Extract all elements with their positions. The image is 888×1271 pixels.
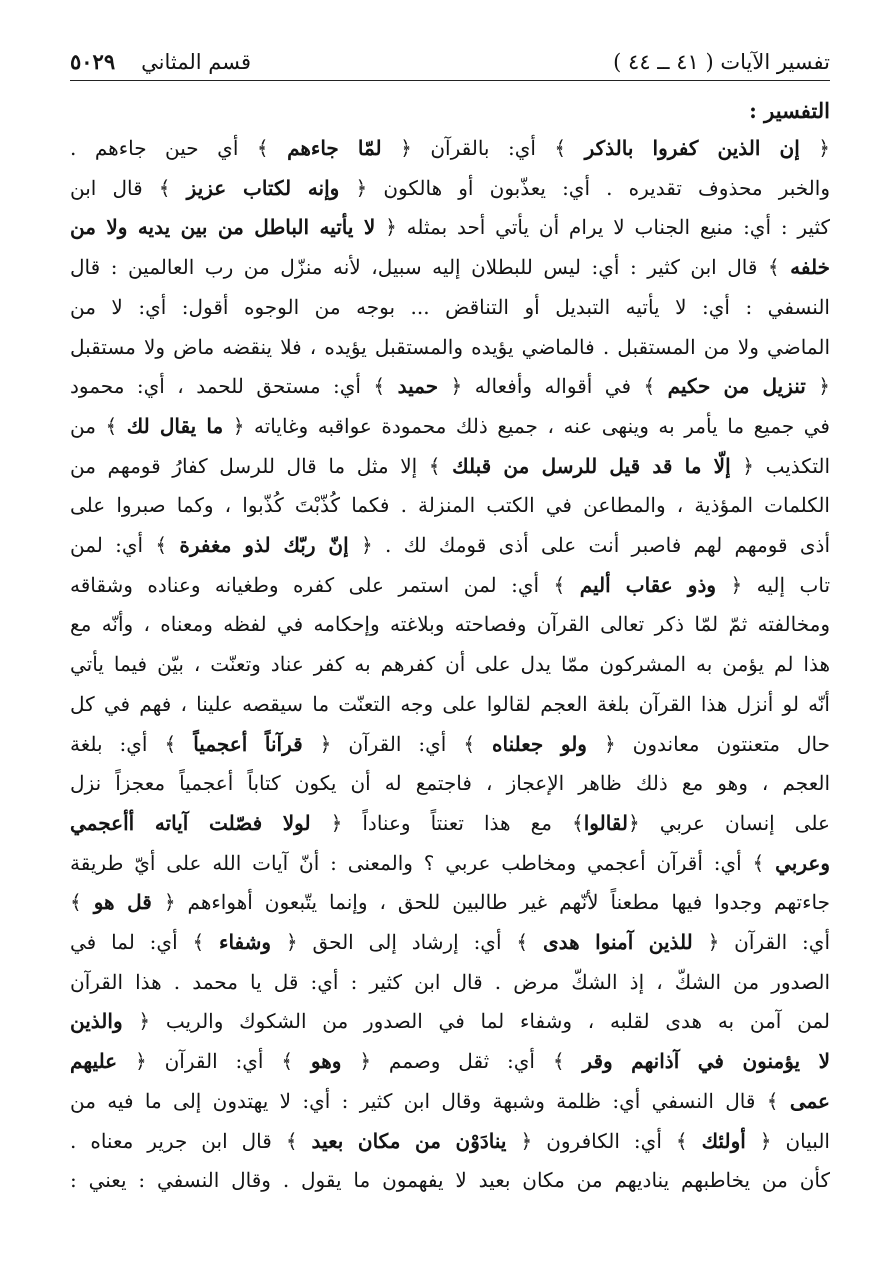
commentary-text: كأن من يخاطبهم يناديهم من مكان بعيد لا يفهمون ما يقول . وقال النسفي : يعني : [70, 1168, 830, 1193]
text-line [70, 645, 830, 685]
page-number: ٥٠٢٩ [70, 49, 116, 74]
part-label: قسم المثاني [141, 50, 252, 74]
commentary-text: ﴾ مع هذا تعنتاً وعناداً ﴿ [310, 810, 584, 835]
text-line [70, 486, 830, 526]
text-line [70, 883, 830, 923]
text-line [70, 447, 830, 487]
quran-verse-text: لا يأتيه الباطل من بين يديه ولا من [70, 215, 376, 240]
text-line [70, 367, 830, 407]
commentary-text: ﴾ إلا مثل ما قال للرسل كفارُ قومهم من [70, 453, 453, 478]
quran-verse-text: والذين [70, 1009, 123, 1034]
commentary-text: أي: القرآن ﴿ [692, 930, 830, 955]
quran-verse-text: لقالوا [583, 810, 629, 835]
commentary-text: ﴾ قال ابن جرير معناه . [70, 1128, 312, 1153]
commentary-text: ﴾ أي: ثقل وصمم ﴿ [341, 1049, 583, 1074]
commentary-text: الصدور من الشكّ ، إذ الشكّ مرض . قال ابن كثير : أي: قل يا محمد . هذا القرآن [70, 969, 830, 994]
quran-verse-text: لولا فصّلت آياته أأعجمي [70, 810, 311, 835]
text-line [70, 1042, 830, 1082]
quran-verse-text: ولو جعلناه [492, 731, 587, 756]
commentary-text: ﴾ أي: إرشاد إلى الحق ﴿ [271, 930, 543, 955]
commentary-text: هذا لم يؤمن به المشركون ممّا يدل على أن كفرهم به كفر عناد وتعنّت ، بيّن فيما يأتي [70, 652, 830, 677]
text-line [70, 923, 830, 963]
text-line [70, 1122, 830, 1162]
quran-verse-text: لا يؤمنون في آذانهم وقر [582, 1049, 830, 1074]
tafsir-body-text [70, 129, 830, 1201]
text-line [70, 605, 830, 645]
text-line [70, 764, 830, 804]
commentary-text: ﴾ أي: بالقرآن ﴿ [381, 136, 585, 160]
text-line [70, 208, 830, 248]
commentary-text: أنّه لو أنزل هذا القرآن بلغة العجم لقالوا على وجه التعنّت ما سيقصه علينا ، فهم في كل [70, 691, 830, 716]
quran-verse-text: وإنه لكتاب عزيز [186, 175, 340, 200]
commentary-text: النسفي : أي: لا يأتيه التبديل أو التناقض ... بوجه من الوجوه أقول: أي: لا من [70, 294, 830, 319]
quran-verse-text: لمّا جاءهم [287, 136, 382, 160]
text-line [70, 844, 830, 884]
quran-verse-text: قرآناً أعجمياً [193, 731, 303, 756]
page-header [70, 44, 830, 81]
text-line [70, 328, 830, 368]
quran-verse-text: قل هو [93, 890, 152, 915]
text-line [70, 407, 830, 447]
quran-verse-text: ينادَوْن من مكان بعيد [311, 1128, 507, 1153]
quran-verse-text: عليهم [70, 1049, 118, 1074]
quran-verse-text: إن الذين كفروا بالذكر [584, 136, 800, 160]
quran-verse-text: وشفاء [219, 930, 272, 955]
commentary-text: ﴿ [799, 136, 830, 160]
commentary-text: ﴾ أي: بلغة [70, 731, 194, 756]
quran-verse-text: وهو [310, 1049, 342, 1074]
commentary-text: ﴾ في أقواله وأفعاله ﴿ [438, 374, 668, 399]
commentary-text: العجم ، وهو مع ذلك ظاهر الإعجاز ، فاجتمع له أن يكون كتاباً أعجمياً معجزاً نزل [70, 771, 830, 796]
commentary-text: ومخالفته ثمّ لمّا ذكر تعالى القرآن وفصاحته وبلاغته وإحكامه في لفظه ومعناه ، وأنّه مع [70, 612, 830, 637]
commentary-text: أذى قومهم لهم فاصبر أنت على أذى قومك لك . ﴿ [348, 533, 830, 558]
commentary-text: ﴿ [805, 374, 830, 399]
quran-verse-text: عمى [789, 1088, 830, 1113]
commentary-text: التكذيب ﴿ [730, 453, 830, 478]
commentary-text: ﴾ [70, 890, 94, 915]
commentary-text: الماضي ولا من المستقبل . فالماضي يؤيده والمستقبل يؤيده ، فلا ينقضه ماض ولا مستقبل [70, 334, 830, 359]
text-line [70, 963, 830, 1003]
text-line [70, 566, 830, 606]
commentary-text: البيان ﴿ [745, 1128, 830, 1153]
commentary-text: جاءتهم وجدوا فيها مطعناً لأنّهم غير طالبين للحق ، وإنما يتّبعون أهواءهم ﴿ [151, 890, 830, 915]
commentary-text: تاب إليه ﴿ [716, 572, 830, 597]
commentary-text: ﴾ أي حين جاءهم . [70, 136, 288, 160]
commentary-text: كثير : أي: منيع الجناب لا يرام أن يأتي أحد بمثله ﴿ [375, 215, 830, 240]
quran-verse-text: أولئك [701, 1128, 746, 1153]
quran-verse-text: للذين آمنوا هدى [542, 930, 693, 955]
text-line [70, 725, 830, 765]
header-left-group [70, 44, 251, 80]
commentary-text: ﴾ أي: لمن [70, 533, 180, 558]
quran-verse-text: حميد [397, 374, 439, 399]
commentary-text: ﴾ أي: الكافرون ﴿ [506, 1128, 702, 1153]
commentary-text: والخبر محذوف تقديره . أي: يعذّبون أو هالكون ﴿ [339, 175, 830, 200]
text-line [70, 169, 830, 209]
quran-verse-text: إلّا ما قد قيل للرسل من قبلك [452, 453, 731, 478]
quran-verse-text: ما يقال لك [126, 413, 224, 438]
text-line [70, 804, 830, 844]
commentary-text: ﴾ أي: لمن استمر على كفره وطغيانه وعناده وشقاقه [70, 572, 580, 597]
commentary-text: لمن آمن به هدى لقلبه ، وشفاء لما في الصدور من الشكوك والريب ﴿ [122, 1009, 830, 1034]
quran-verse-text: وعربي [775, 850, 830, 875]
quran-verse-text: تنزيل من حكيم [667, 374, 806, 399]
commentary-text: الكلمات المؤذية ، والمطاعن في الكتب المنزلة . فكما كُذّبْتَ كُذّبوا ، وكما صبروا على [70, 493, 830, 518]
text-line [70, 1002, 830, 1042]
text-line [70, 1161, 830, 1201]
quran-verse-text: خلفه [790, 255, 830, 280]
quran-verse-text: وذو عقاب أليم [579, 572, 717, 597]
commentary-text: في جميع ما يأمر به وينهى عنه ، جميع ذلك محمودة عواقبه وغاياته ﴿ [223, 413, 830, 438]
quran-verse-text: إنّ ربّك لذو مغفرة [179, 533, 349, 558]
commentary-text: ﴾ أي: مستحق للحمد ، أي: محمود [70, 374, 398, 399]
text-line [70, 129, 830, 169]
text-line [70, 248, 830, 288]
running-title: تفسير الآيات ( ٤١ ــ ٤٤ ) [613, 50, 830, 74]
text-line [70, 526, 830, 566]
text-line [70, 1082, 830, 1122]
commentary-text: ﴾ من [70, 413, 127, 438]
section-title: التفسير : [749, 98, 830, 123]
commentary-text: ﴾ أي: أقرآن أعجمي ومخاطب عربي ؟ والمعنى : أنّ آيات الله على أيّ طريقة [70, 850, 776, 875]
text-line [70, 288, 830, 328]
commentary-text: ﴾ أي: القرآن ﴿ [302, 731, 493, 756]
commentary-text: ﴾ قال النسفي أي: ظلمة وشبهة وقال ابن كثير : أي: لا يهتدون إلى ما فيه من [70, 1088, 790, 1113]
commentary-text: حال متعنتون معاندون ﴿ [586, 731, 830, 756]
commentary-text: ﴾ أي: القرآن ﴿ [117, 1049, 311, 1074]
commentary-text: ﴾ قال ابن [70, 175, 187, 200]
commentary-text: على إنسان عربي ﴿ [628, 810, 830, 835]
commentary-text: ﴾ أي: لما في [70, 930, 220, 955]
text-line [70, 685, 830, 725]
commentary-text: ﴾ قال ابن كثير : أي: ليس للبطلان إليه سبيل، لأنه منزّل من رب العالمين : قال [70, 255, 791, 280]
